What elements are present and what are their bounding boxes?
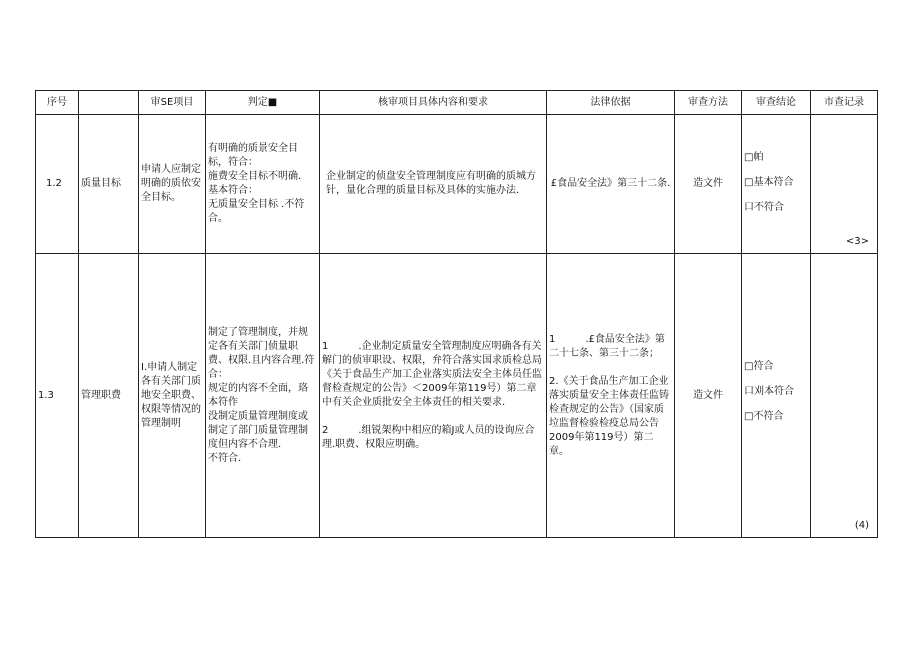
record-number: (4) — [854, 520, 869, 531]
row-item: I.申请人制定各有关部门质地安全职费、权限等情况的管理制明 — [139, 254, 206, 538]
row-item: 申请人应制定明确的质依安全目标。 — [139, 115, 206, 254]
conclusion-option[interactable]: □符合 — [744, 361, 774, 372]
conclusion-option[interactable]: 口不符合 — [744, 202, 784, 213]
row-record — [811, 254, 878, 538]
conclusion-option[interactable]: □基本符合 — [744, 177, 794, 188]
row-conclusion — [742, 115, 811, 254]
table-row — [36, 254, 878, 538]
row-legal: £食品安全法》第三十二条. — [547, 115, 675, 254]
header-conclusion: 审查结论 — [742, 91, 811, 115]
header-legal: 法律依据 — [547, 91, 675, 115]
row-judgement: 制定了管理制度，并规定各有关部门侦量职费、权限.且内容合理.符合： 规定的内容不全面，珞本符作 没制定质量管理制度或制定了部门质量管理制度但内容不合理. 不符合. — [206, 254, 320, 538]
header-seq: 序号 — [36, 91, 79, 115]
row-judgement: 有明确的质景安全目 标，符合： 施费安全目标不明确. 基本符合： 无质量安全目标 .不符合。 — [206, 115, 320, 254]
row-seq: 1.2 — [36, 115, 79, 254]
conclusion-option[interactable]: □帕 — [744, 152, 764, 163]
conclusion-option[interactable]: □不符合 — [744, 411, 784, 422]
row-conclusion — [742, 254, 811, 538]
row-seq: 1.3 — [36, 254, 79, 538]
table-row — [36, 115, 878, 254]
header-method: 审查方法 — [675, 91, 742, 115]
row-content: 1 .企业制定质量安全管理制度应明确各有关解门的侦审职设、权限，弁符合落实国求质检总局《关于食品生产加工企业落实质法安全主体员任监督检查规定的公告》＜2009年第119号）第二章中有关企业质批安全主体责任的相关要求. 2 .组锐架构中相应的箱J或人员的设询应合理.职费、权限应明确。 — [320, 254, 547, 538]
conclusion-option[interactable]: 口刈本符合 — [744, 386, 794, 397]
row-record — [811, 115, 878, 254]
header-record: 市查记录 — [811, 91, 878, 115]
record-number: <3> — [845, 236, 869, 247]
header-row — [36, 91, 878, 115]
header-category — [79, 91, 139, 115]
row-category: 质量目标 — [79, 115, 139, 254]
row-category: 管理职费 — [79, 254, 139, 538]
header-content: 核审项目具体内容和要求 — [320, 91, 547, 115]
row-content: 企业制定的侦盘安全管理制度应有明确的质城方针，量化合理的质量目标及具体的实施办法. — [320, 115, 547, 254]
header-item: 审SE项目 — [139, 91, 206, 115]
row-method: 造文件 — [675, 115, 742, 254]
audit-table — [35, 90, 878, 538]
row-legal: 1 .£食品安全法》第二十七条、第三十二条； 2.《关于食品生产加工企业落实质量安全主体责任监铸检查规定的公告》（国家质垃监督检验检疫总局公告2009年第119号）第二章。 — [547, 254, 675, 538]
row-method: 造文件 — [675, 254, 742, 538]
header-judgement: 判定■ — [206, 91, 320, 115]
